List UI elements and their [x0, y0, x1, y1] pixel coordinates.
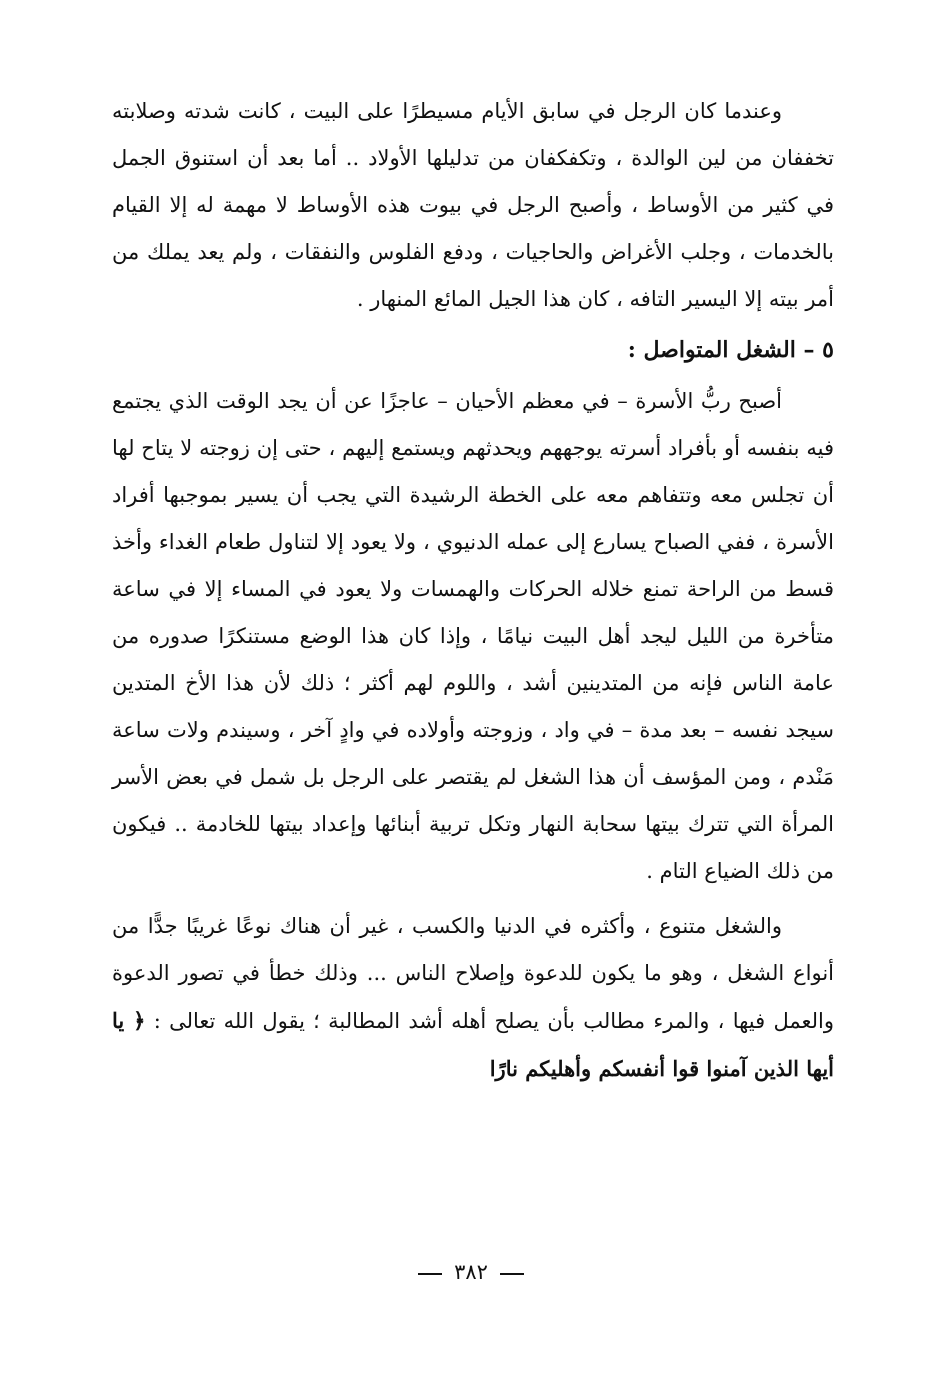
paragraph-3-text: والشغل متنوع ، وأكثره في الدنيا والكسب ، غير أن هناك نوعًا غريبًا جدًّا من أنواع الشغل ، وهو ما يكون للدعوة وإصلاح الناس ... وذلك خطأ في تصور الدعوة والعمل فيها ، والمرء مطالب بأن يصلح أهله أشد المطالبة ؛ يقول الله تعالى : [112, 914, 834, 1033]
paragraph-2: أصبح ربُّ الأسرة – في معظم الأحيان – عاجزًا عن أن يجد الوقت الذي يجتمع فيه بنفسه أو بأفراد أسرته يوجههم ويحدثهم ويستمع إليهم ، حتى إن زوجته لا يتاح لها أن تجلس معه وتتفاهم معه على الخطة الرشيدة التي يجب أن يسير بموجبها أفراد الأسرة ، ففي الصباح يسارع إلى عمله الدنيوي ، ولا يعود إلا لتناول طعام الغداء وأخذ قسط من الراحة تمنع خلاله الحركات والهمسات ولا يعود في المساء إلا في ساعة متأخرة من الليل ليجد أهل البيت نيامًا ، وإذا كان هذا الوضع مستنكرًا صدوره من عامة الناس فإنه من المتدينين أشد ، واللوم لهم أكثر ؛ ذلك لأن هذا الأخ المتدين سيجد نفسه – بعد مدة – في واد ، وزوجته وأولاده في وادٍ آخر ، وسيندم ولات ساعة مَنْدم ، ومن المؤسف أن هذا الشغل لم يقتصر على الرجل بل شمل في بعض الأسر المرأة التي تترك بيتها سحابة النهار وتكل تربية أبنائها وإعداد بيتها للخادمة .. فيكون من ذلك الضياع التام . [112, 389, 834, 883]
section-heading: ٥ – الشغل المتواصل : [627, 337, 834, 363]
page-number: ٣٨٢ [454, 1260, 488, 1284]
page-footer [0, 1260, 942, 1284]
footer-dash-right [500, 1273, 524, 1275]
paragraph-3 [112, 903, 834, 1093]
page-body [112, 88, 834, 1093]
quran-quote: ﴿ يا أيها الذين آمنوا قوا أنفسكم وأهليكم نارًا [112, 1008, 834, 1081]
footer-dash-left [418, 1273, 442, 1275]
paragraph-1: وعندما كان الرجل في سابق الأيام مسيطرًا على البيت ، كانت شدته وصلابته تخففان من لين الوالدة ، وتكفكفان من تدليلها الأولاد .. أما بعد أن استنوق الجمل في كثير من الأوساط ، وأصبح الرجل في بيوت هذه الأوساط لا مهمة له إلا القيام بالخدمات ، وجلب الأغراض والحاجيات ، ودفع الفلوس والنفقات ، ولم يعد يملك من أمر بيته إلا اليسير التافه ، كان هذا الجيل المائع المنهار . [112, 99, 834, 311]
